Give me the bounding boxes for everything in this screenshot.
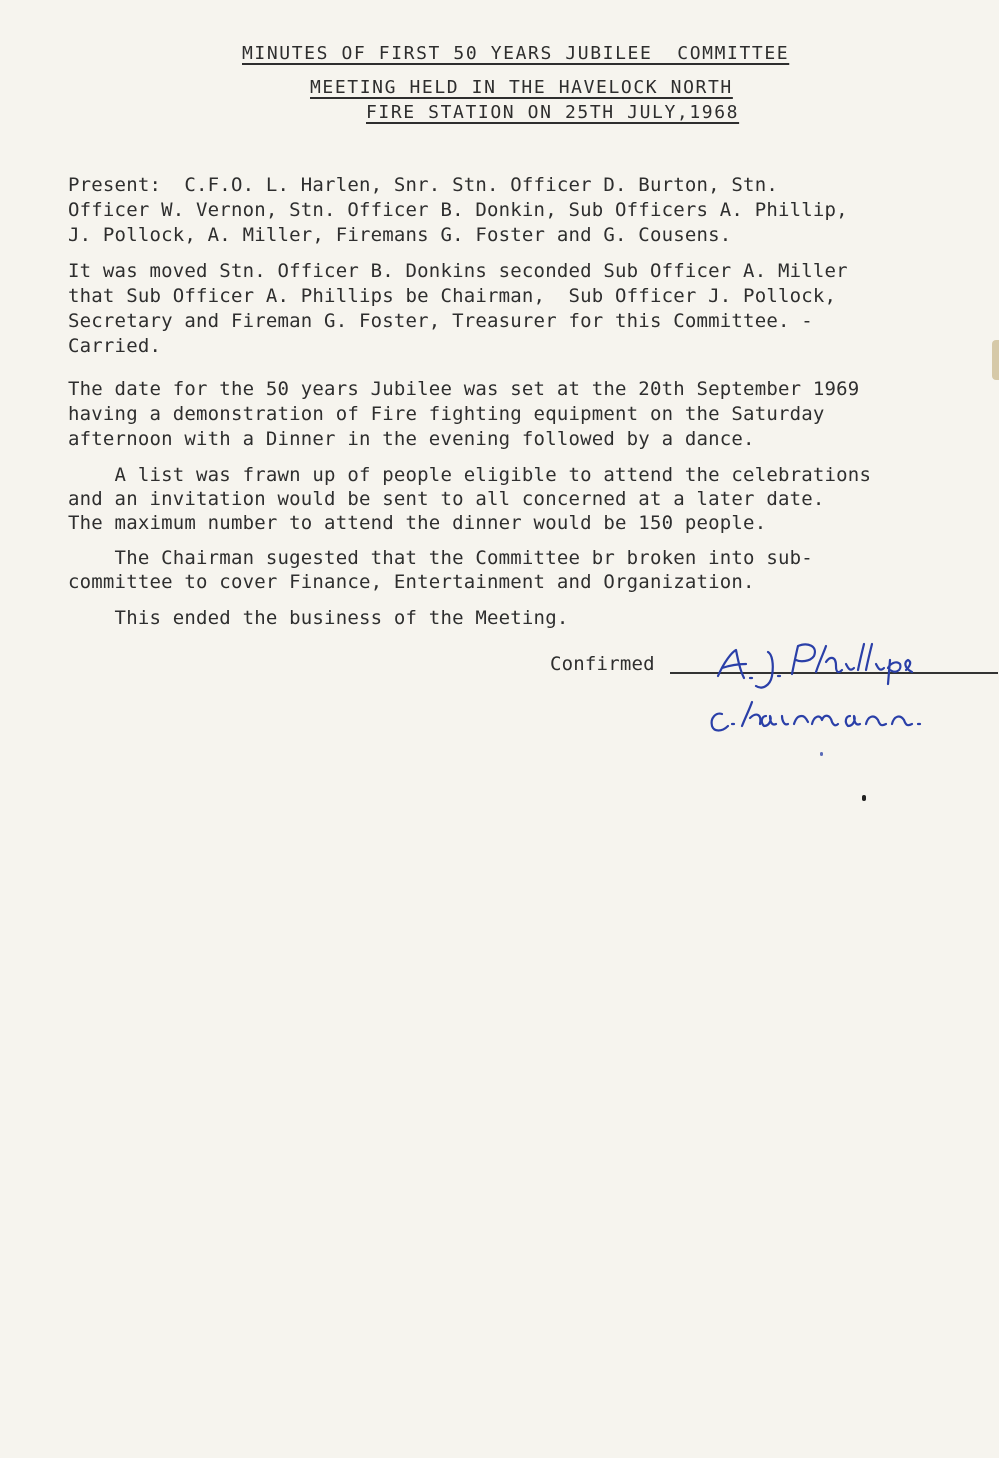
closing-line: This ended the business of the Meeting. <box>68 607 569 629</box>
motion-line-1: It was moved Stn. Officer B. Donkins seconded Sub Officer A. Miller <box>68 260 848 282</box>
present-line-1: Present: C.F.O. L. Harlen, Snr. Stn. Officer D. Burton, Stn. <box>68 174 778 196</box>
present-line-3: J. Pollock, A. Miller, Firemans G. Foster and G. Cousens. <box>68 224 732 246</box>
ink-dot <box>862 795 866 801</box>
paper-edge-mark <box>992 340 999 380</box>
motion-line-4: Carried. <box>68 335 162 357</box>
subcommittee-line-1: The Chairman sugested that the Committee br broken into sub- <box>68 547 813 569</box>
present-line-2: Officer W. Vernon, Stn. Officer B. Donkin, Sub Officers A. Phillip, <box>68 199 848 221</box>
list-line-3: The maximum number to attend the dinner would be 150 people. <box>68 512 767 534</box>
motion-line-3: Secretary and Fireman G. Foster, Treasurer for this Committee. - <box>68 310 813 332</box>
title-line-3: FIRE STATION ON 25TH JULY,1968 <box>366 102 740 123</box>
date-line-3: afternoon with a Dinner in the evening followed by a dance. <box>68 428 755 450</box>
ink-dot <box>820 752 823 756</box>
date-line-2: having a demonstration of Fire fighting equipment on the Saturday <box>68 403 825 425</box>
confirmed-label: Confirmed <box>550 653 655 675</box>
list-line-1: A list was frawn up of people eligible to attend the celebrations <box>68 464 872 486</box>
list-line-2: and an invitation would be sent to all concerned at a later date. <box>68 488 825 510</box>
date-line-1: The date for the 50 years Jubilee was set at the 20th September 1969 <box>68 378 860 400</box>
subcommittee-line-2: committee to cover Finance, Entertainment and Organization. <box>68 571 755 593</box>
title-line-1: MINUTES OF FIRST 50 YEARS JUBILEE COMMITTEE <box>242 43 790 64</box>
title-line-2: MEETING HELD IN THE HAVELOCK NORTH <box>310 77 733 98</box>
motion-line-2: that Sub Officer A. Phillips be Chairman, Sub Officer J. Pollock, <box>68 285 837 307</box>
